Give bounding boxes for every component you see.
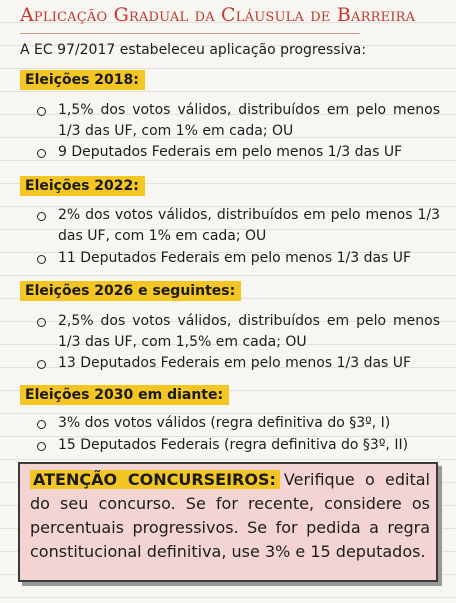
bullet-icon [37,442,46,451]
list-item: 13 Deputados Federais em pelo menos 1/3 das UF [58,355,412,371]
page-title: Aplicação Gradual da Cláusula de Barreira [20,4,416,26]
attention-callout [18,462,438,582]
bullet-icon [37,212,46,221]
list-item: 2% dos votos válidos, distribuídos em pelo menos 1/3 das UF, com 1% em cada; OU [58,207,440,244]
section-label-2030: Eleições 2030 em diante: [20,385,229,405]
bullet-icon [37,360,46,369]
list-item: 2,5% dos votos válidos, distribuídos em pelo menos 1/3 das UF, com 1,5% em cada; OU [58,313,440,350]
callout-body [30,468,430,564]
list-item: 1,5% dos votos válidos, distribuídos em pelo menos 1/3 das UF, com 1% em cada; OU [58,102,440,139]
list-item: 15 Deputados Federais (regra definitiva do §3º, II) [58,437,409,453]
intro-text: A EC 97/2017 estabeleceu aplicação progressiva: [20,42,367,58]
bullet-icon [37,255,46,264]
callout-label: ATENÇÃO CONCURSEIROS: [30,470,280,489]
section-label-2026: Eleições 2026 e seguintes: [20,281,241,301]
list-item: 3% dos votos válidos (regra definitiva do §3º, I) [58,415,391,431]
bullet-icon [37,149,46,158]
list-item: 9 Deputados Federais em pelo menos 1/3 das UF [58,144,403,160]
bullet-icon [37,420,46,429]
callout-text: Verifique o edital do seu concurso. Se for recente, considere os percentuais progressivos. Se for pedida a regra constitucional definitiva, use 3% e 15 deputados. [30,470,430,561]
bullet-icon [37,318,46,327]
bullet-icon [37,107,46,116]
list-item: 11 Deputados Federais em pelo menos 1/3 das UF [58,250,412,266]
title-underline [20,33,360,34]
section-label-2018: Eleições 2018: [20,70,145,90]
section-label-2022: Eleições 2022: [20,176,145,196]
